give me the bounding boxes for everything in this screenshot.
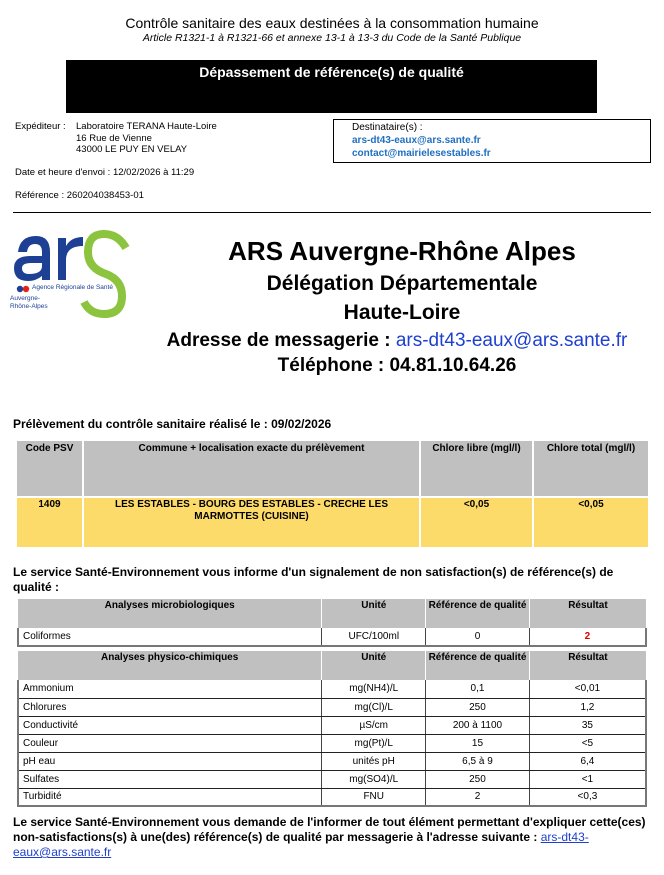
recipients-box: [333, 119, 651, 163]
table-row: [18, 716, 646, 734]
reference-value: 260204038453-01: [66, 190, 144, 201]
ars-phone-line: [130, 355, 664, 377]
cell-code: 1409: [17, 497, 83, 547]
cell-analysis: Ammonium: [18, 680, 322, 698]
logo-region-line: Auvergne-: [10, 295, 40, 302]
col-header-analysis: Analyses physico-chimiques: [18, 651, 322, 680]
cell-reference: 6,5 à 9: [426, 752, 530, 770]
cell-result: <0,3: [529, 788, 646, 806]
col-header-result: Résultat: [529, 599, 646, 628]
table-row: [18, 770, 646, 788]
table-row: [18, 628, 646, 646]
sampling-row: [17, 497, 648, 547]
alert-banner: [66, 60, 597, 113]
divider: [13, 212, 651, 213]
document-subtitle: Article R1321-1 à R1321-66 et annexe 13-1 à 13-3 du Code de la Santé Publique: [142, 32, 522, 44]
ars-mail-link[interactable]: ars-dt43-eaux@ars.sante.fr: [395, 330, 628, 351]
send-date-value: 12/02/2026 à 11:29: [112, 167, 195, 178]
ars-mail-line: [130, 330, 664, 352]
ars-mail-label: Adresse de messagerie :: [166, 330, 391, 351]
ars-logo: [8, 230, 133, 325]
sender-street: 16 Rue de Vienne: [76, 132, 152, 144]
reference-label: Référence :: [15, 190, 65, 201]
recipients-label: Destinataire(s) :: [352, 122, 423, 133]
cell-analysis: Couleur: [18, 734, 322, 752]
send-date-label: Date et heure d'envoi :: [15, 167, 111, 178]
sampling-table: [17, 441, 648, 547]
cell-reference: 2: [426, 788, 530, 806]
logo-agency: Agence Régionale de Santé: [32, 284, 113, 291]
cell-chlore-total: <0,05: [533, 497, 648, 547]
cell-reference: 0: [426, 628, 530, 646]
cell-unit: mg(NH4)/L: [322, 680, 426, 698]
col-header-reference: Référence de qualité: [426, 599, 530, 628]
sender-name: Laboratoire TERANA Haute-Loire: [76, 121, 217, 132]
cell-unit: UFC/100ml: [322, 628, 426, 646]
ars-department: Haute-Loire: [343, 301, 461, 324]
col-header-location: Commune + localisation exacte du prélèvement: [83, 441, 420, 497]
cell-analysis: Conductivité: [18, 716, 322, 734]
cell-unit: µS/cm: [322, 716, 426, 734]
table-row: [18, 734, 646, 752]
cell-reference: 15: [426, 734, 530, 752]
col-header-code: Code PSV: [17, 441, 83, 497]
footer-text: [13, 815, 653, 860]
col-header-result: Résultat: [529, 651, 646, 680]
info-text: Le service Santé-Environnement vous informe d'un signalement de non satisfaction(s) de référence(s) de qualité :: [13, 565, 614, 594]
ars-phone-label: Téléphone :: [277, 355, 385, 376]
ars-delegation: Délégation Départementale: [266, 272, 538, 295]
table-row: [18, 788, 646, 806]
cell-chlore-libre: <0,05: [420, 497, 533, 547]
cell-unit: unités pH: [322, 752, 426, 770]
cell-result: 1,2: [529, 698, 646, 716]
cell-analysis: pH eau: [18, 752, 322, 770]
cell-analysis: Turbidité: [18, 788, 322, 806]
cell-result: 6,4: [529, 752, 646, 770]
logo-region: [10, 295, 48, 311]
document-title: Contrôle sanitaire des eaux destinées à la consommation humaine: [125, 15, 539, 31]
table-row: [18, 752, 646, 770]
micro-header-row: [18, 599, 646, 628]
cell-analysis: Coliformes: [18, 628, 322, 646]
footer-email-link[interactable]: ars-dt43-eaux@ars.sante.fr: [13, 830, 589, 859]
cell-unit: mg(SO4)/L: [322, 770, 426, 788]
sampling-date: 09/02/2026: [271, 417, 332, 431]
cell-result: <0,01: [529, 680, 646, 698]
cell-result-exceeded: 2: [529, 628, 646, 646]
col-header-reference: Référence de qualité: [426, 651, 530, 680]
cell-reference: 250: [426, 698, 530, 716]
recipient-email[interactable]: ars-dt43-eaux@ars.sante.fr: [352, 135, 481, 146]
physico-table: [17, 651, 647, 807]
col-header-chlore-libre: Chlore libre (mgl/l): [420, 441, 533, 497]
logo-region-line: Rhône-Alpes: [10, 303, 48, 310]
cell-location: LES ESTABLES - BOURG DES ESTABLES - CRECHE LES MARMOTTES (CUISINE): [83, 497, 420, 547]
cell-unit: mg(Cl)/L: [322, 698, 426, 716]
table-row: [18, 698, 646, 716]
recipient-email[interactable]: contact@mairielesestables.fr: [352, 148, 491, 159]
ars-phone-value: 04.81.10.64.26: [389, 355, 517, 376]
cell-result: <1: [529, 770, 646, 788]
footer-message: Le service Santé-Environnement vous demande de l'informer de tout élément permettant d'expliquer cette(ces) non-satisfactions(s) à une(des) référence(s) de qualité par messagerie à l'adresse suivante :: [13, 815, 646, 844]
sampling-header-row: [17, 441, 648, 497]
col-header-unit: Unité: [322, 651, 426, 680]
cell-unit: FNU: [322, 788, 426, 806]
col-header-chlore-total: Chlore total (mgl/l): [533, 441, 648, 497]
sender-block: [15, 121, 217, 156]
cell-reference: 250: [426, 770, 530, 788]
col-header-unit: Unité: [322, 599, 426, 628]
sender-label: Expéditeur :: [15, 121, 66, 132]
cell-result: <5: [529, 734, 646, 752]
cell-analysis: Chlorures: [18, 698, 322, 716]
sampling-title-label: Prélèvement du contrôle sanitaire réalisé le :: [13, 417, 268, 431]
reference: [15, 190, 144, 201]
cell-result: 35: [529, 716, 646, 734]
ars-title: ARS Auvergne-Rhône Alpes: [228, 236, 576, 266]
cell-reference: 0,1: [426, 680, 530, 698]
cell-reference: 200 à 1100: [426, 716, 530, 734]
sender-city: 43000 LE PUY EN VELAY: [76, 144, 188, 155]
physico-header-row: [18, 651, 646, 680]
cell-analysis: Sulfates: [18, 770, 322, 788]
cell-unit: mg(Pt)/L: [322, 734, 426, 752]
table-row: [18, 680, 646, 698]
micro-table: [17, 599, 647, 647]
banner-title: Dépassement de référence(s) de qualité: [199, 64, 464, 80]
send-date: [15, 167, 194, 178]
col-header-analysis: Analyses microbiologiques: [18, 599, 322, 628]
sampling-title: [13, 417, 331, 431]
